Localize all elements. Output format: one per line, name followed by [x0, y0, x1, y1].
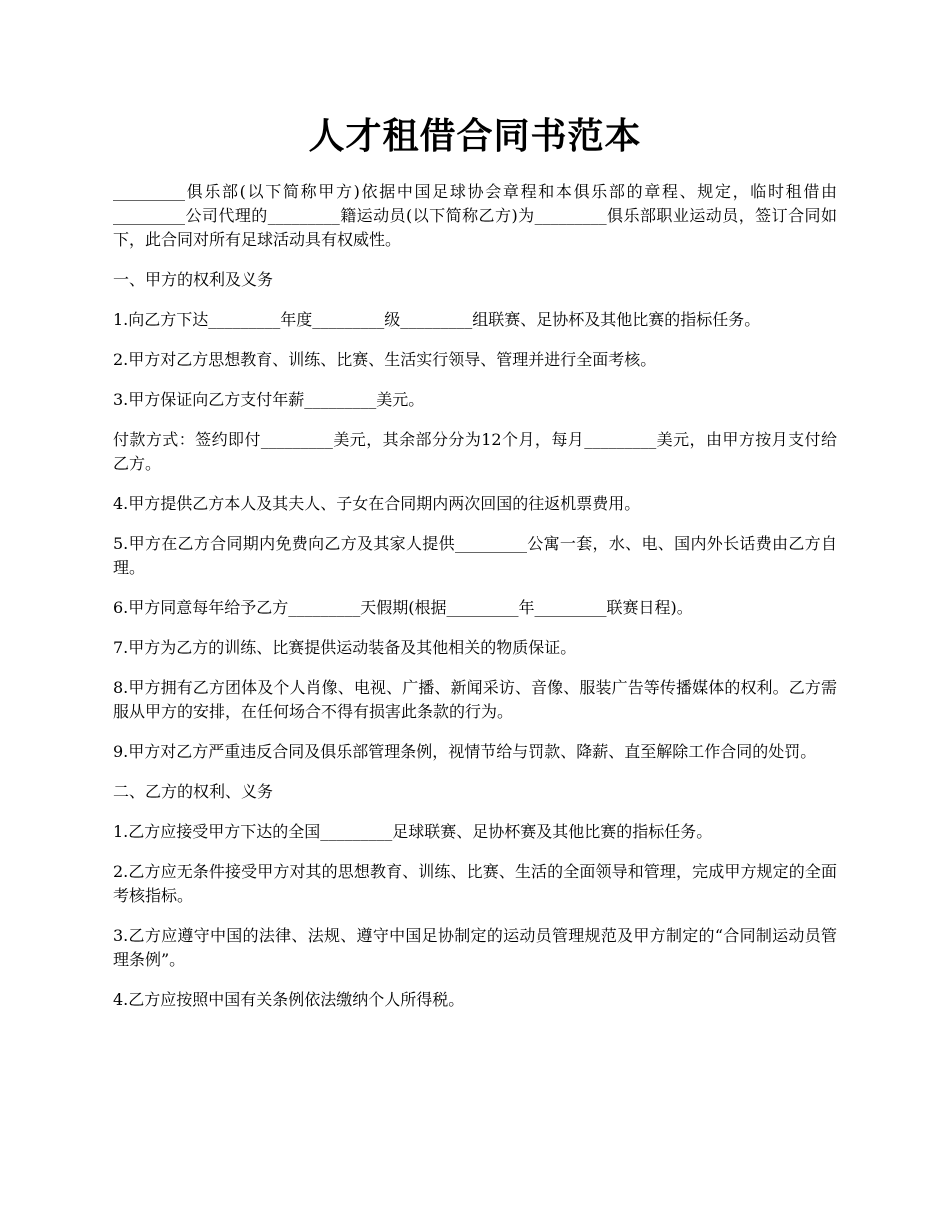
clause-b-2: 2.乙方应无条件接受甲方对其的思想教育、训练、比赛、生活的全面领导和管理，完成甲方规定的全面考核指标。	[113, 862, 837, 905]
clause-a-2: 2.甲方对乙方思想教育、训练、比赛、生活实行领导、管理并进行全面考核。	[113, 350, 657, 369]
clause-a-6: 6.甲方同意每年给予乙方_________天假期(根据_________年_________联赛日程)。	[113, 598, 693, 617]
clause-a-1: 1.向乙方下达_________年度_________级_________组联赛、足协杯及其他比赛的指标任务。	[113, 310, 761, 329]
section-heading-party-b: 二、乙方的权利、义务	[113, 782, 274, 801]
payment-method: 付款方式：签约即付_________美元，其余部分分为12个月，每月_________美元，由甲方按月支付给乙方。	[113, 430, 837, 473]
clause-a-3: 3.甲方保证向乙方支付年薪_________美元。	[113, 390, 425, 409]
intro-paragraph: _________俱乐部(以下简称甲方)依据中国足球协会章程和本俱乐部的章程、规定，临时租借由_________公司代理的_________籍运动员(以下简称乙方)为_________俱乐部职业运动员，签订合同如下，此合同对所有足球活动具有权威性。	[113, 182, 837, 249]
document-title: 人才租借合同书范本	[308, 115, 642, 157]
clause-a-7: 7.甲方为乙方的训练、比赛提供运动装备及其他相关的物质保证。	[113, 638, 577, 657]
clause-a-9: 9.甲方对乙方严重违反合同及俱乐部管理条例，视情节给与罚款、降薪、直至解除工作合同的处罚。	[113, 742, 817, 761]
section-heading-party-a: 一、甲方的权利及义务	[113, 270, 274, 289]
document-body	[113, 180, 837, 1028]
clause-a-4: 4.甲方提供乙方本人及其夫人、子女在合同期内两次回国的往返机票费用。	[113, 494, 641, 513]
clause-b-1: 1.乙方应接受甲方下达的全国_________足球联赛、足协杯赛及其他比赛的指标任务。	[113, 822, 713, 841]
clause-b-3: 3.乙方应遵守中国的法律、法规、遵守中国足协制定的运动员管理规范及甲方制定的“合同制运动员管理条例”。	[113, 926, 837, 969]
clause-a-8: 8.甲方拥有乙方团体及个人肖像、电视、广播、新闻采访、音像、服装广告等传播媒体的权利。乙方需服从甲方的安排，在任何场合不得有损害此条款的行为。	[113, 678, 837, 721]
clause-a-5: 5.甲方在乙方合同期内免费向乙方及其家人提供_________公寓一套，水、电、国内外长话费由乙方自理。	[113, 534, 837, 577]
clause-b-4: 4.乙方应按照中国有关条例依法缴纳个人所得税。	[113, 990, 465, 1009]
